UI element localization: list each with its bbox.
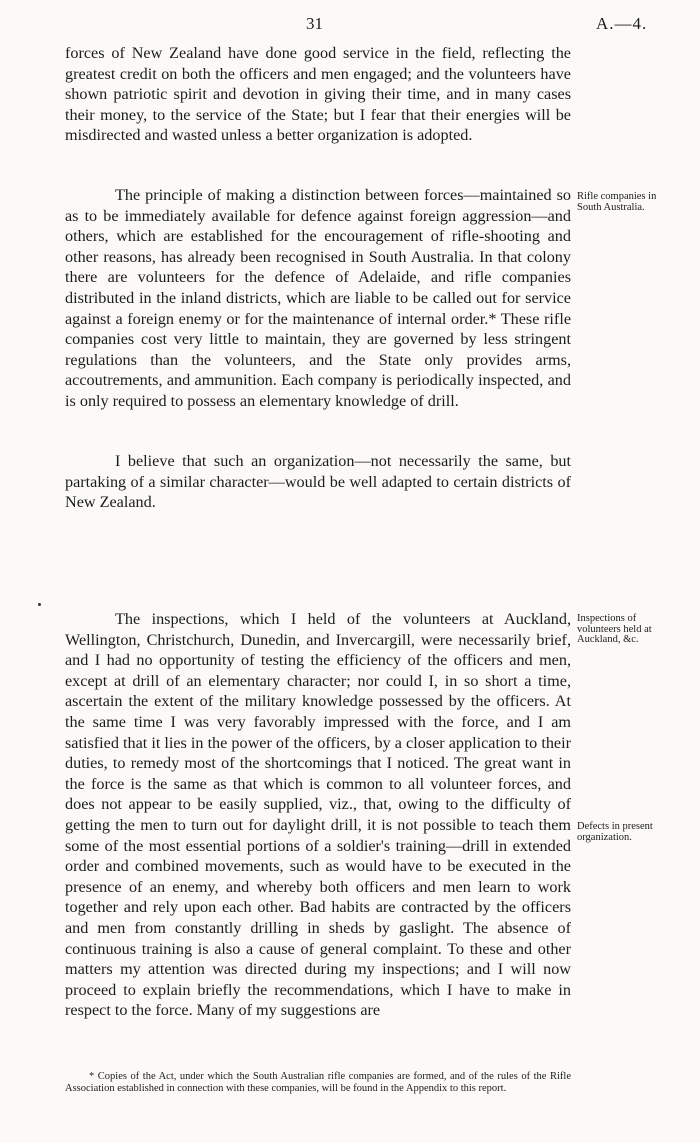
- paragraph-rifle-companies: The principle of making a distinction between forces—maintained so as to be immediately available for defence against foreign aggression—and others, which are established for the encouragement of rifle-shooting and other reasons, has already been recognised in South Australia. In that colony there are volunteers for the defence of Adelaide, and rifle companies distributed in the inland districts, which are liable to be called out for service against a foreign enemy or for the maintenance of internal order.* These rifle companies cost very little to maintain, they are governed by less stringent regulations than the volunteers, and the State only provides arms, accoutrements, and ammunition. Each company is periodically inspected, and is only required to possess an elementary knowledge of drill.: [65, 186, 571, 410]
- footnote: * Copies of the Act, under which the South Australian rifle companies are formed, and of the rules of the Rifle Association established in connection with these companies, will be found in the Appendix to this report.: [65, 1071, 571, 1094]
- paragraph-forces-volunteers: forces of New Zealand have done good service in the field, reflecting the greatest credit on both the officers and men engaged; and the volunteers have shown patriotic spirit and devotion in giving their time, and in many cases their money, to the service of the State; but I fear that their energies will be misdirected and wasted unless a better organization is adopted.: [65, 44, 571, 145]
- paragraph-similar-organization: I believe that such an organization—not necessarily the same, but partaking of a similar character—would be well adapted to certain districts of New Zealand.: [65, 452, 571, 512]
- margin-note-inspections: Inspections of volunteers held at Auckland, &c.: [577, 613, 652, 645]
- margin-note-defects: Defects in present organization.: [577, 821, 653, 843]
- document-reference: A.—4.: [596, 14, 648, 33]
- margin-note-rifle-companies: Rifle companies in South Australia.: [577, 191, 657, 213]
- paragraph-inspections: The inspections, which I held of the volunteers at Auckland, Wellington, Christchurch, Dunedin, and Invercargill, were necessarily brief, and I had no opportunity of testing the efficiency of the officers and men, except at drill of an elementary character; nor could I, in so short a time, ascertain the extent of the military knowledge possessed by the officers. At the same time I was very favorably impressed with the force, and I am satisfied that it lies in the power of the officers, by a closer application to their duties, to remedy most of the shortcomings that I noticed. The great want in the force is the same as that which is common to all volunteer forces, and does not appear to be easily supplied, viz., that, owing to the difficulty of getting the men to turn out for daylight drill, it is not possible to teach them some of the most essential portions of a soldier's training—drill in extended order and combined movements, such as would have to be executed in the presence of an enemy, and whereby both officers and men learn to work together and rely upon each other. Bad habits are contracted by the officers and men from constantly drilling in sheds by gaslight. The absence of continuous training is also a cause of general complaint. To these and other matters my attention was directed during my inspections; and I will now proceed to explain briefly the recommendations, which I have to make in respect to the force. Many of my suggestions are: [65, 610, 571, 1020]
- stray-mark: [38, 603, 41, 606]
- page-number: 31: [306, 14, 323, 33]
